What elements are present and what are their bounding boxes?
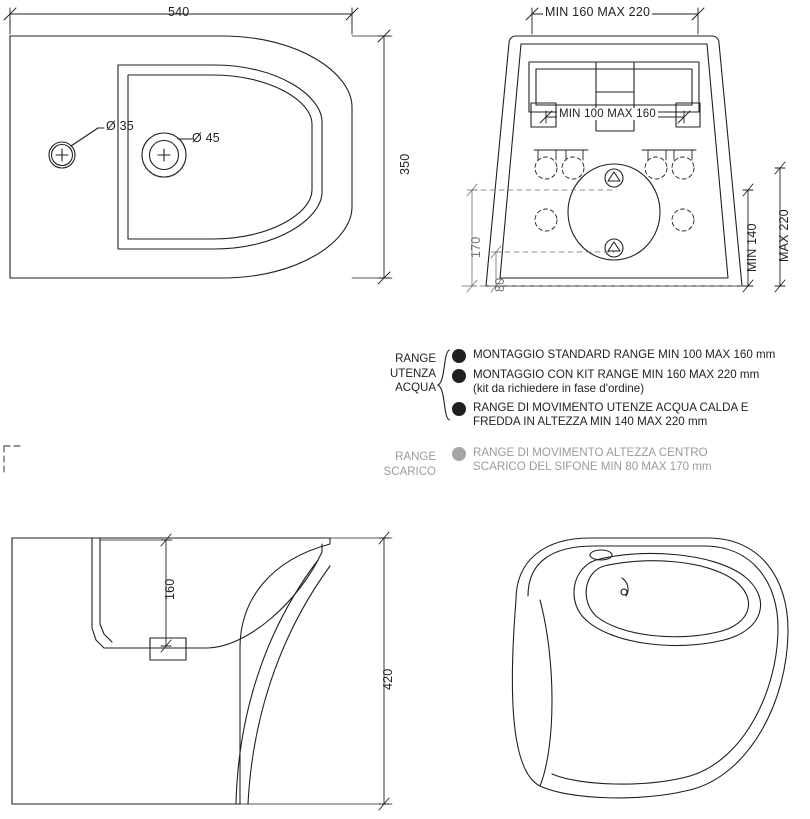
dim-side-420 bbox=[240, 532, 392, 810]
legend-item-text bbox=[473, 401, 749, 429]
legend-drain-rows bbox=[452, 446, 798, 479]
legend-item-main: MONTAGGIO CON KIT RANGE MIN 160 MAX 220 mm bbox=[473, 368, 760, 381]
legend-item bbox=[452, 401, 798, 429]
legend-water-label-line-1: RANGE bbox=[395, 353, 436, 365]
dim-label-side-420: 420 bbox=[381, 668, 395, 690]
legend-item-sub: SCARICO DEL SIFONE MIN 80 MAX 170 mm bbox=[473, 460, 712, 473]
legend-water-label-line-3: ACQUA bbox=[395, 382, 436, 394]
dim-label-front-min140: MIN 140 bbox=[745, 223, 759, 272]
legend-item-main: RANGE DI MOVIMENTO ALTEZZA CENTRO bbox=[473, 446, 708, 459]
legend-drain-group bbox=[378, 446, 798, 479]
legend-bullet-icon bbox=[452, 349, 466, 363]
dim-label-side-160: 160 bbox=[163, 578, 177, 600]
legend-water-label bbox=[378, 348, 436, 396]
legend-water-rows bbox=[452, 348, 798, 434]
dim-label-350: 350 bbox=[398, 153, 412, 175]
legend-drain-label-line-2: SCARICO bbox=[383, 465, 436, 478]
legend-item-sub: (kit da richiedere in fase d'ordine) bbox=[473, 382, 645, 395]
legend-bullet-icon bbox=[452, 369, 466, 383]
dim-label-hole-large: Ø 45 bbox=[192, 131, 220, 145]
dim-side-160 bbox=[100, 534, 172, 652]
legend-drain-spacer bbox=[436, 446, 452, 479]
legend-item-text bbox=[473, 348, 775, 362]
legend-item-main: RANGE DI MOVIMENTO UTENZE ACQUA CALDA E bbox=[473, 401, 749, 414]
dim-350 bbox=[352, 30, 392, 284]
legend-item bbox=[452, 368, 798, 396]
front-circle-ticks bbox=[534, 150, 696, 160]
dim-label-540: 540 bbox=[168, 5, 190, 19]
legend-item-sub: FREDDA IN ALTEZZA MIN 140 MAX 220 mm bbox=[473, 415, 708, 428]
dim-label-front-top: MIN 160 MAX 220 bbox=[545, 5, 651, 19]
front-view-outline bbox=[486, 36, 742, 286]
front-drain bbox=[568, 164, 660, 260]
legend-item-text bbox=[473, 368, 759, 396]
legend-item-main: MONTAGGIO STANDARD RANGE MIN 100 MAX 160 mm bbox=[473, 348, 776, 361]
legend-drain-label-line-1: RANGE bbox=[395, 451, 436, 463]
legend-item bbox=[452, 348, 798, 363]
legend bbox=[378, 348, 798, 479]
legend-brace bbox=[436, 348, 452, 434]
dim-label-front-80: 80 bbox=[493, 277, 507, 292]
legend-drain-label bbox=[378, 446, 436, 479]
dim-label-front-max220: MAX 220 bbox=[777, 209, 791, 262]
legend-water-label-line-2: UTENZA bbox=[390, 367, 436, 380]
legend-item bbox=[452, 446, 798, 474]
legend-bullet-icon bbox=[452, 447, 466, 461]
side-section-outline bbox=[4, 446, 330, 804]
dim-label-hole-small: Ø 35 bbox=[106, 119, 134, 133]
legend-bullet-icon bbox=[452, 402, 466, 416]
legend-item-text bbox=[473, 446, 712, 474]
legend-water-group bbox=[378, 348, 798, 434]
front-fixing-circles bbox=[535, 157, 694, 231]
dim-label-front-inner: MIN 100 MAX 160 bbox=[559, 108, 656, 120]
front-top-cutout bbox=[529, 62, 700, 131]
dim-label-front-170: 170 bbox=[469, 236, 483, 258]
perspective-view-outline bbox=[512, 538, 788, 798]
top-view-outline bbox=[10, 36, 352, 278]
